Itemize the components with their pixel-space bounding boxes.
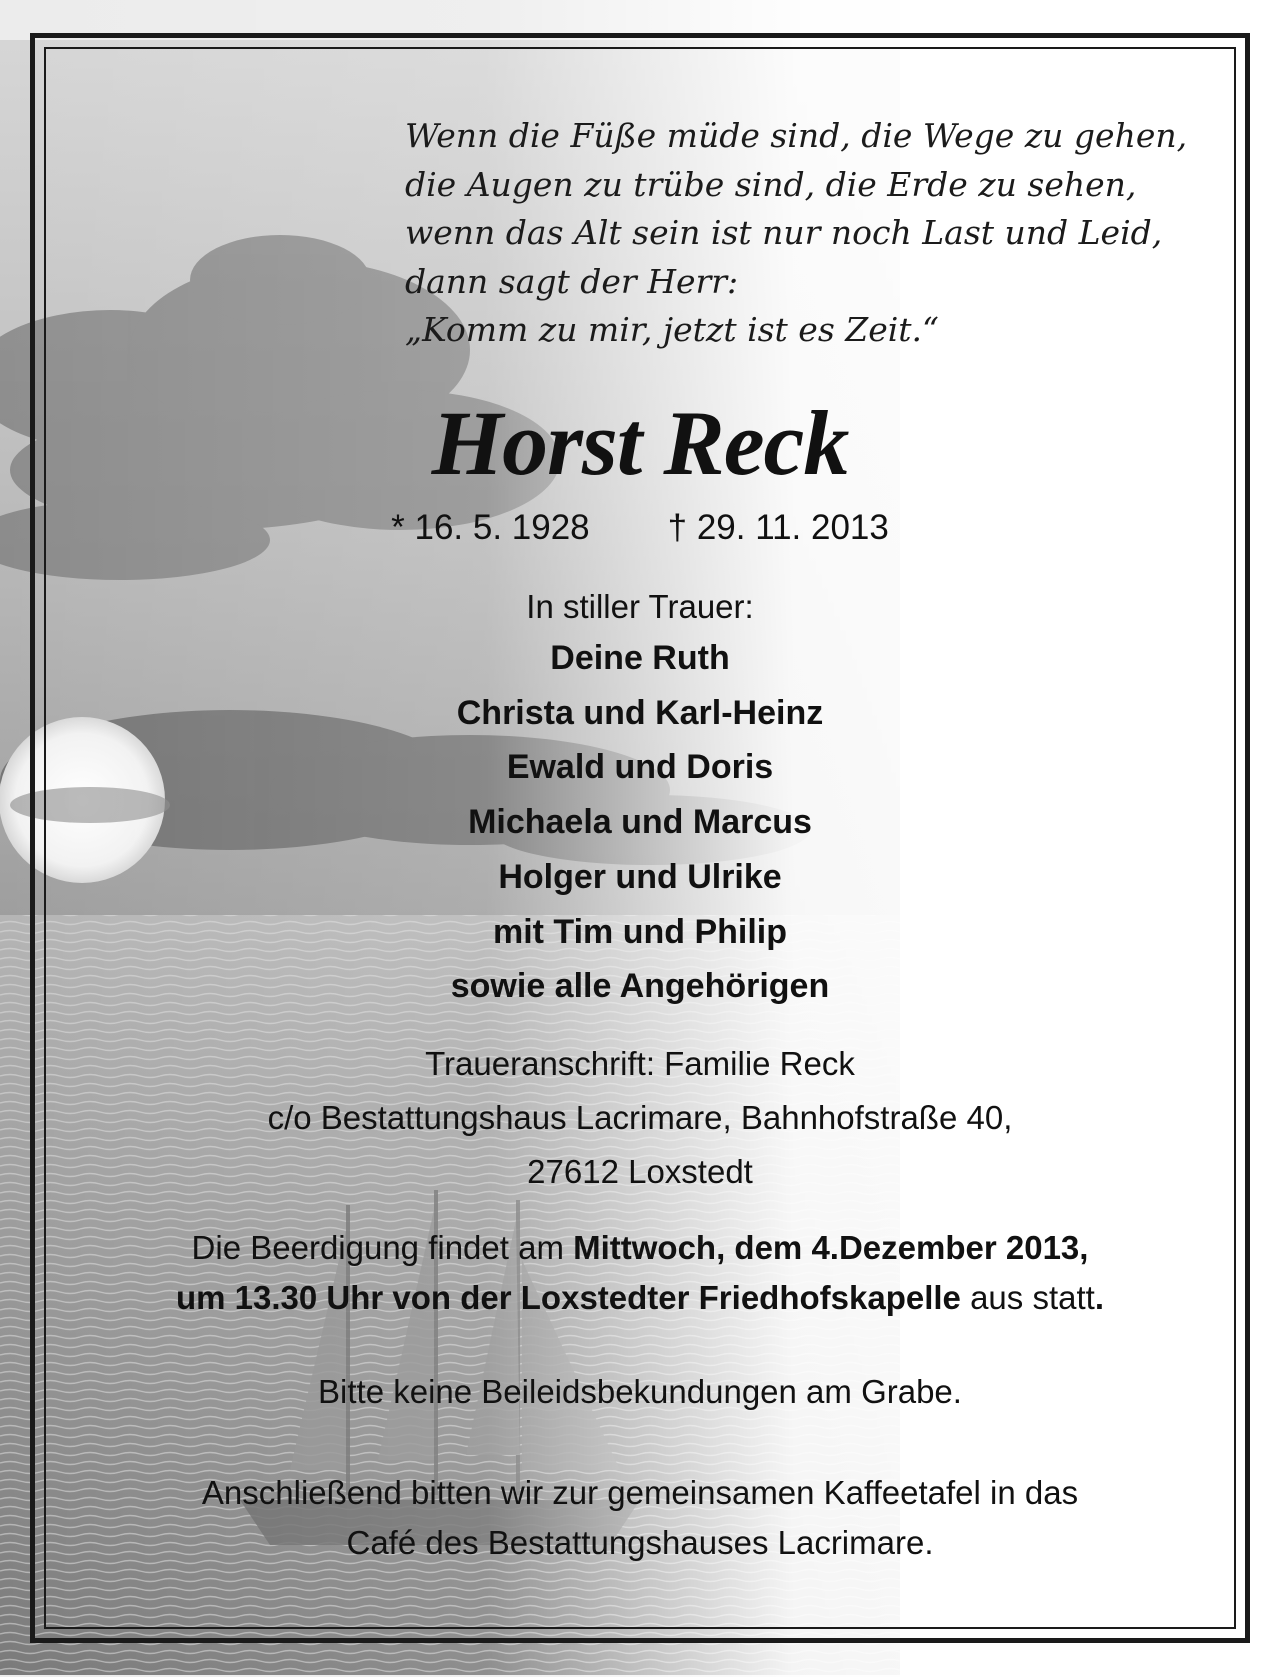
mourner-name: Deine Ruth: [550, 639, 730, 677]
funeral-text: Die Beerdigung findet am: [191, 1229, 574, 1266]
poem-line: wenn das Alt sein ist nur noch Last und Leid,: [405, 213, 1163, 252]
funeral-time-place: um 13.30 Uhr von der Loxstedter Friedhofskapelle: [176, 1279, 961, 1316]
mourner-name: sowie alle Angehörigen: [450, 967, 830, 1006]
birth-date: * 16. 5. 1928: [391, 508, 590, 547]
deceased-name: Horst Reck: [431, 392, 849, 494]
coffee-invitation: [0, 1468, 1280, 1568]
address-line: Traueranschrift: Familie Reck: [425, 1045, 855, 1082]
coffee-line: Anschließend bitten wir zur gemeinsamen Kaffeetafel in das: [201, 1474, 1079, 1511]
death-date: † 29. 11. 2013: [667, 508, 889, 547]
poem-line: „Komm zu mir, jetzt ist es Zeit.“: [405, 310, 939, 349]
poem-line: Wenn die Füße müde sind, die Wege zu gehen,: [405, 116, 1188, 155]
poem: [405, 112, 1205, 355]
mourning-intro: In stiller Trauer:: [526, 588, 754, 625]
mourner-name: Holger und Ulrike: [498, 857, 782, 896]
address-line: 27612 Loxstedt: [527, 1153, 753, 1190]
poem-line: dann sagt der Herr:: [405, 261, 739, 301]
funeral-details: [0, 1223, 1280, 1323]
coffee-line: Café des Bestattungshauses Lacrimare.: [346, 1524, 934, 1561]
address-line: c/o Bestattungshaus Lacrimare, Bahnhofstraße 40,: [267, 1099, 1013, 1136]
funeral-period: .: [1094, 1279, 1104, 1316]
funeral-date: Mittwoch, dem 4.Dezember 2013,: [573, 1229, 1089, 1266]
mourners-list: [0, 631, 1280, 1014]
condolence-note: Bitte keine Beileidsbekundungen am Grabe.: [318, 1373, 962, 1410]
mourning-address: [0, 1037, 1280, 1199]
life-dates: [0, 505, 1280, 551]
funeral-line-1: [0, 1223, 1280, 1273]
funeral-line-2: [0, 1273, 1280, 1323]
mourner-name: Christa und Karl-Heinz: [456, 693, 824, 732]
poem-line: die Augen zu trübe sind, die Erde zu sehen,: [405, 164, 1137, 204]
mourner-name: mit Tim und Philip: [492, 912, 788, 951]
mourner-name: Michaela und Marcus: [468, 803, 812, 842]
mourner-name: Ewald und Doris: [506, 748, 774, 787]
funeral-text: aus statt: [960, 1279, 1095, 1316]
